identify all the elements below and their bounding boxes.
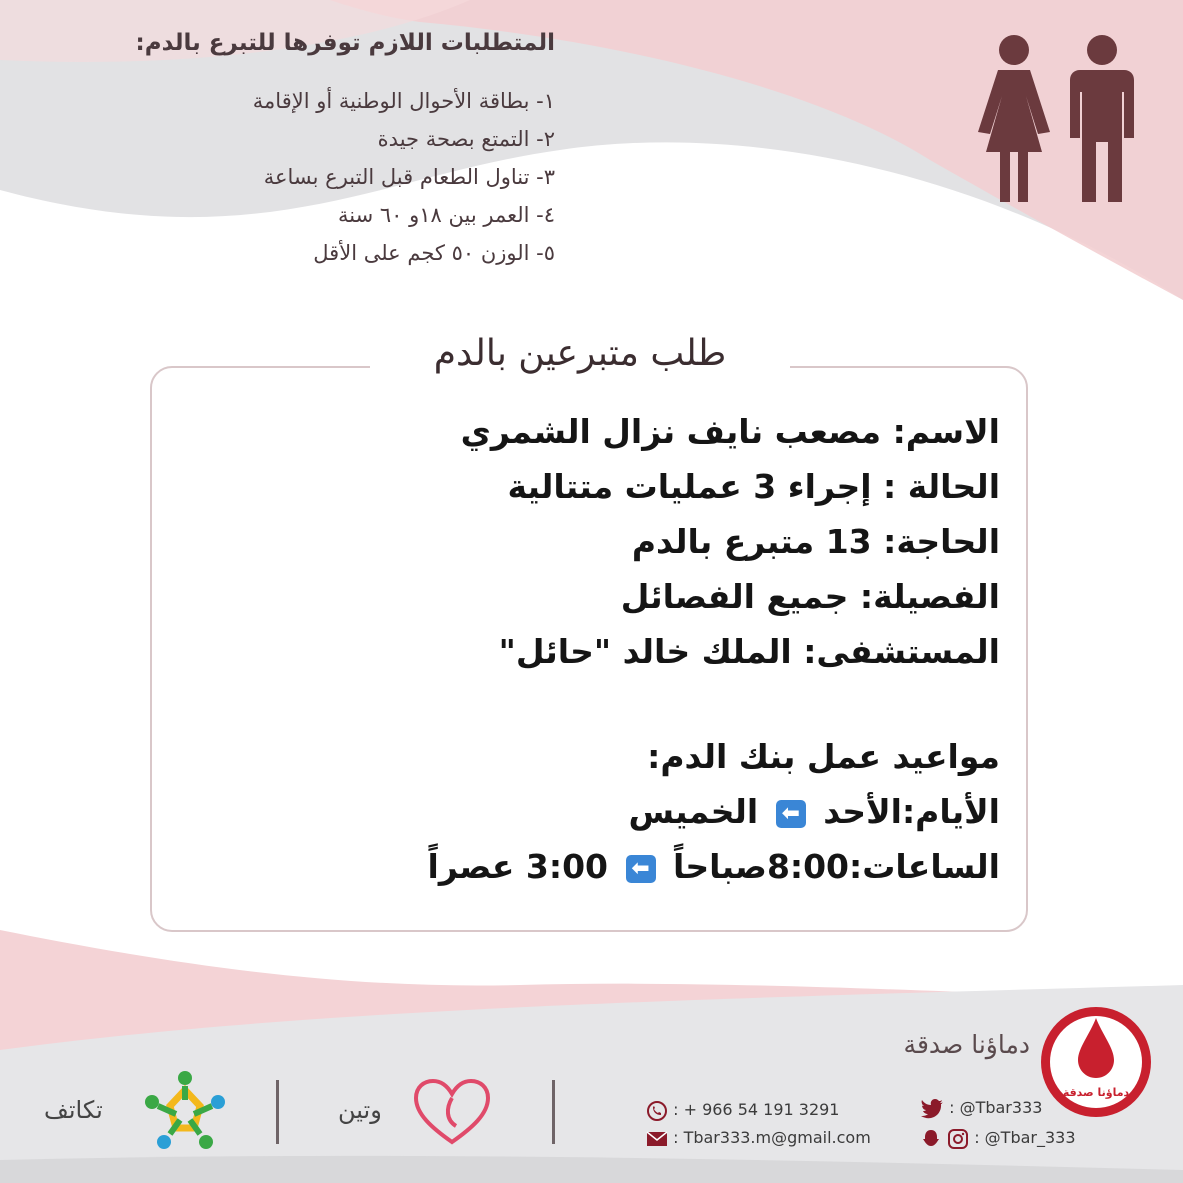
days-start: الأيام:الأحد <box>823 792 1000 831</box>
organization-name: دماؤنا صدقة <box>903 1030 1030 1059</box>
org-logo-text: دماؤنا صدقة <box>1062 1086 1130 1099</box>
spacer <box>160 679 1000 729</box>
phone-number: : + 966 54 191 3291 <box>673 1100 840 1119</box>
footer-divider <box>276 1080 279 1144</box>
request-details <box>160 404 1000 894</box>
instagram-icon <box>947 1128 969 1150</box>
requirements-title: المتطلبات اللازم توفرها للتبرع بالدم: <box>135 30 555 56</box>
requirement-item: ٣- تناول الطعام قبل التبرع بساعة <box>263 165 555 189</box>
patient-condition: الحالة : إجراء 3 عمليات متتالية <box>507 467 1000 506</box>
donor-need: الحاجة: 13 متبرع بالدم <box>631 522 1000 561</box>
snapchat-icon <box>920 1128 942 1150</box>
tkatof-logo-icon <box>144 1070 226 1152</box>
man-woman-icon <box>972 34 1152 204</box>
left-arrow-icon: ⬅ <box>776 800 806 828</box>
hours-end: 3:00 عصراً <box>427 847 608 886</box>
twitter-handle: : @Tbar333 <box>949 1098 1043 1117</box>
phone-contact <box>646 1098 839 1122</box>
blood-type: الفصيلة: جميع الفصائل <box>620 577 1000 616</box>
request-heading: طلب متبرعين بالدم <box>370 326 790 382</box>
requirement-item: ١- بطاقة الأحوال الوطنية أو الإقامة <box>252 89 555 113</box>
bank-days <box>160 784 1000 839</box>
bank-hours <box>160 839 1000 894</box>
requirements-list <box>35 82 555 272</box>
partner-tkatof-name: تكاتف <box>44 1096 103 1124</box>
email-contact <box>646 1126 871 1150</box>
partner-watin-name: وتين <box>338 1096 382 1124</box>
email-icon <box>646 1130 668 1148</box>
hospital: المستشفى: الملك خالد "حائل" <box>498 632 1000 671</box>
left-arrow-icon: ⬅ <box>626 855 656 883</box>
twitter-icon <box>920 1099 944 1119</box>
organization-logo <box>1038 1004 1154 1120</box>
patient-name: الاسم: مصعب نايف نزال الشمري <box>460 412 1000 451</box>
footer-divider <box>552 1080 555 1144</box>
hours-start: الساعات:8:00صباحاً <box>673 847 1000 886</box>
snapchat-instagram-contact <box>920 1126 1076 1150</box>
requirement-item: ٥- الوزن ٥٠ كجم على الأقل <box>313 241 555 265</box>
twitter-contact <box>920 1096 1042 1120</box>
requirement-item: ٢- التمتع بصحة جيدة <box>377 127 555 151</box>
requirement-item: ٤- العمر بين ١٨و ٦٠ سنة <box>338 203 555 227</box>
heart-logo-icon <box>412 1078 492 1146</box>
snapchat-instagram-handle: : @Tbar_333 <box>974 1128 1076 1147</box>
whatsapp-icon <box>646 1100 668 1122</box>
days-end: الخميس <box>628 792 759 831</box>
email-address: : Tbar333.m@gmail.com <box>673 1128 871 1147</box>
bank-hours-title: مواعيد عمل بنك الدم: <box>647 737 1000 776</box>
